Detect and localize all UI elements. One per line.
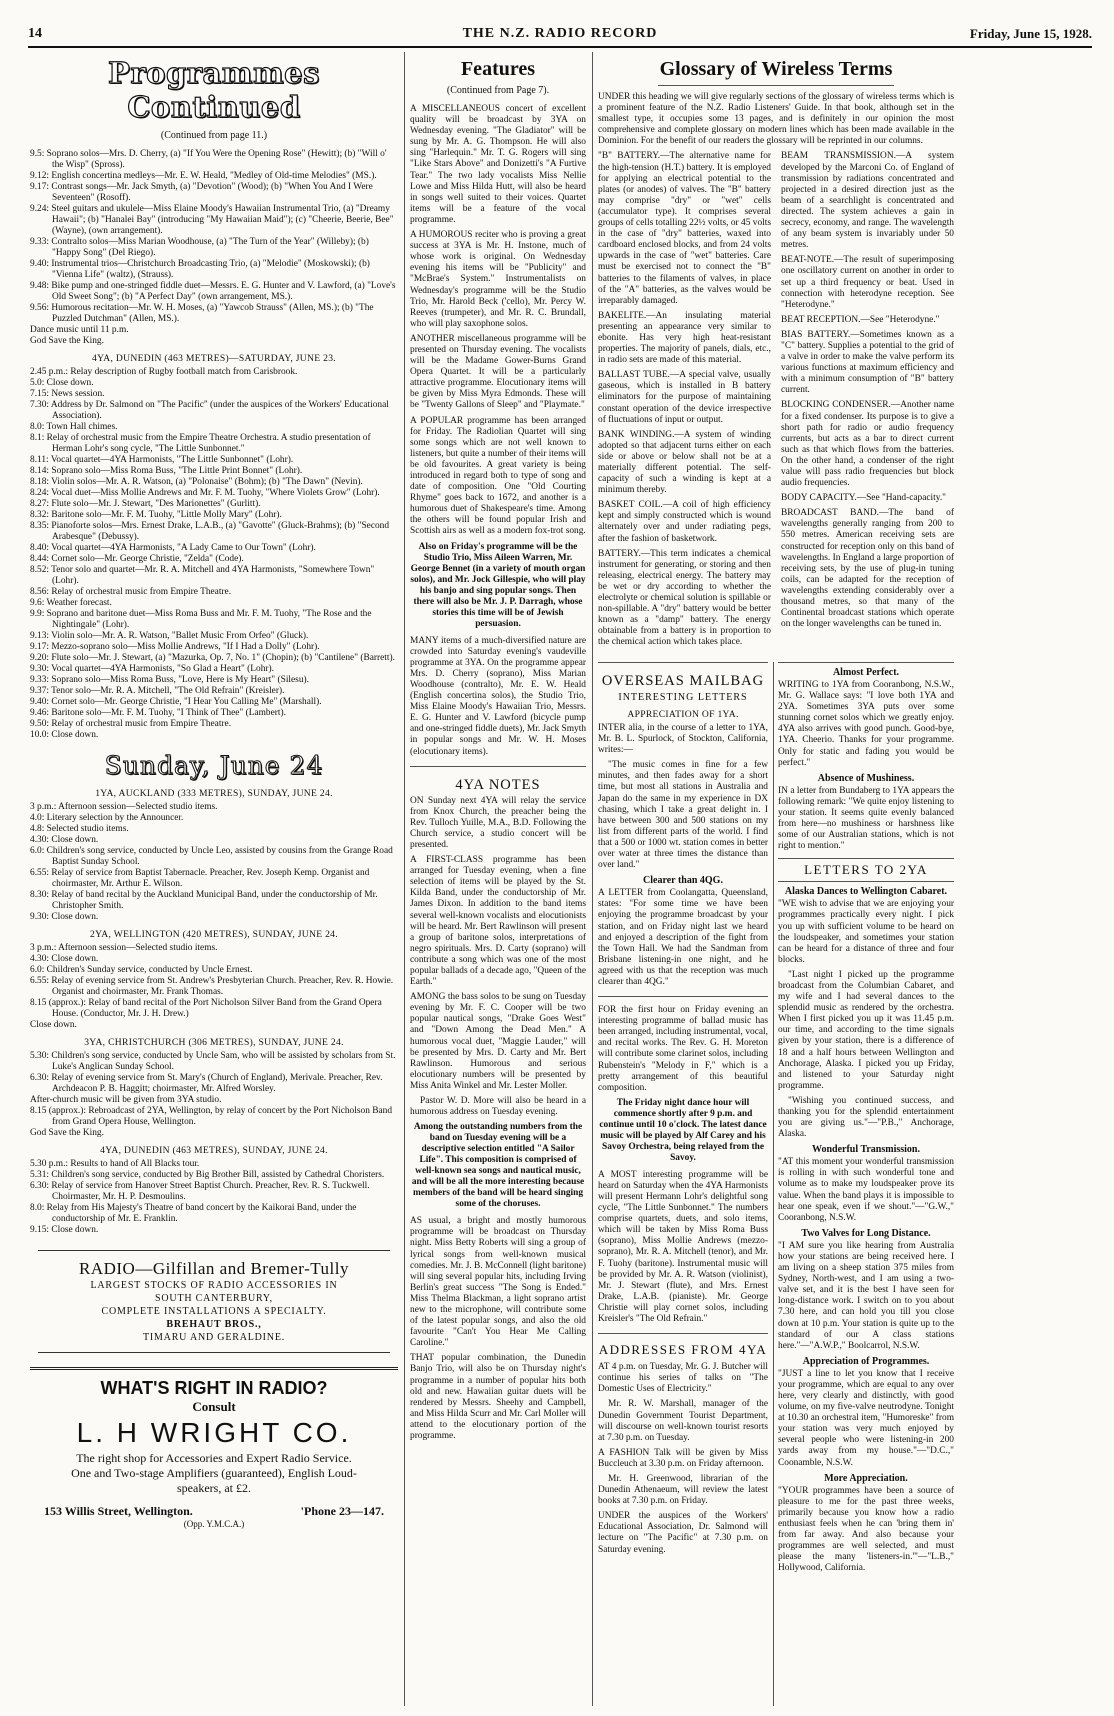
divider <box>658 85 894 86</box>
addresses-heading: ADDRESSES FROM 4YA <box>598 1342 768 1358</box>
ad-headline: WHAT'S RIGHT IN RADIO? <box>100 1378 328 1398</box>
overseas-mailbag-heading: OVERSEAS MAILBAG <box>601 673 765 689</box>
list-item: 9.33: Soprano solo—Miss Roma Buss, "Love, Here is My Heart" (Silesu). <box>30 675 309 685</box>
list-item: 9.48: Bike pump and one-stringed fiddle duet—Messrs. E. G. Hunter and V. Lawford, (a) "Love's Old Sweet Song"; (b) "A Perfect Day" (own arrangement, MS.). <box>30 281 396 302</box>
continued-note: (Continued from Page 7). <box>446 85 550 96</box>
note-paragraph: THAT popular combination, the Dunedin Banjo Trio, will also be on Thursday night's programme in a number of popular hits both old and new. Hawaiian guitar duets will be rendered by Messrs. Sheehy and Campbell, and Miss Hilda Scurr and Mr. Carl Moller will attend to the elocutionary portion of the programme. <box>410 1353 586 1441</box>
interesting-letters-subheading: INTERESTING LETTERS <box>618 692 748 703</box>
list-item: 9.50: Relay of orchestral music from Empire Theatre. <box>30 719 232 729</box>
letter-title: Absence of Mushiness. <box>817 772 915 784</box>
list-item: 8.0: Town Hall chimes. <box>30 422 118 432</box>
note-paragraph: AMONG the bass solos to be sung on Tuesday evening by Mr. F. C. Cooper will be two popular nautical songs, "Drake Goes West" and "Down Among the Dead Men." A humorous vocal duet, "Maggie Lauder," will be presented by Mrs. D. Carty and Mr. Bert Rawlinson. Humorous and serious elocutionary numbers will be presented by Miss Anita Winkel and Mr. Lester Moller. <box>410 992 586 1091</box>
list-item: 9.12: English concertina medleys—Mr. E. W. Heald, "Medley of Old-time Melodies" (MS.). <box>30 171 377 181</box>
features-title: Features <box>460 58 536 80</box>
list-item: 6.55: Relay of service from Baptist Tabernacle. Preacher, Rev. Joseph Kemp. Organist and choirmaster, Mr. Arthur E. Wilson. <box>30 868 370 889</box>
list-item: 6.55: Relay of evening service from St. Andrew's Presbyterian Church. Preacher, Rev. R. Howie. Organist and choirmaster, Mr. Frank Thomas. <box>30 976 394 997</box>
list-item: 9.56: Humorous recitation—Mr. W. H. Moses, (a) "Yawcob Strauss" (Allen, MS.); (b) "The Puzzled Dutchman" (Allen, MS.). <box>30 303 374 324</box>
list-item: 4.30: Close down. <box>30 954 99 964</box>
note-paragraph: Pastor W. D. More will also be heard in a humorous address on Tuesday evening. <box>410 1096 586 1118</box>
list-item: 9.13: Violin solo—Mr. A. R. Watson, "Ballet Music From Orfeo" (Gluck). <box>30 631 309 641</box>
letter-paragraph: IN a letter from Bundaberg to 1YA appears the following remark: "We quite enjoy listening to your station. It seems quite evenly balanced from here—no mushiness or harshness like some of our Australian stations, which is not right to mention." <box>778 785 954 852</box>
letters-to-2ya-heading: LETTERS TO 2YA <box>778 858 954 882</box>
list-item: 9.15: Close down. <box>30 1225 99 1235</box>
list-item: 2.45 p.m.: Relay description of Rugby football match from Carisbrook. <box>30 367 298 377</box>
ad-line: speakers, at £2. <box>177 1481 251 1495</box>
glossary-intro: UNDER this heading we will give regularly sections of the glossary of wireless terms which is a prominent feature of the N.Z. Radio Listeners' Guide. In that book, although set in the smallest type, it occupies some 13 pages, and is definitely in our opinion the most comprehensive and complete glossary on modern lines which has been made available in the Dominion. For the benefit of our readers the glossary will be reprinted in our columns. <box>598 92 954 147</box>
ad-line: SOUTH CANTERBURY, <box>155 1293 273 1304</box>
glossary-entry: BAKELITE.—An insulating material presenting an appearance very similar to ebonite. Has very high heat-resistant properties. The majority of panels, dials, etc., in radio sets are made of this material. <box>598 310 771 366</box>
programme-list-4ya-sunday <box>30 1159 398 1236</box>
list-item: 9.9: Soprano and baritone duet—Miss Roma Buss and Mr. F. M. Tuohy, "The Rose and the Nightingale" (Lohr). <box>30 609 372 630</box>
brehaut-advertisement <box>38 1250 390 1353</box>
glossary-entry: BEAM TRANSMISSION.—A system developed by the Marconi Co. of England of transmission by radiations concentrated and projected in a desired direction just as the beam of a searchlight is concentrated and directed. The system achieves a gain in secrecy, economy, and range. The wavelength of any beam system is invariably under 50 metres. <box>781 151 954 251</box>
list-item: After-church music will be given from 3YA studio. <box>30 1095 222 1105</box>
note-paragraph: A FIRST-CLASS programme has been arranged for Tuesday evening, when a fine selection of items will be played by the St. Kilda Band, under the conductorship of Mr. James Dixon. In addition to the band items several well-known vocalists and elocutionists will be heard. Mr. Bert Rawlinson will present a group of baritone solos, interpretations of negro spirituals. Mrs. D. Carty (soprano) will contribute a song which was one of the most popular ballads of a decade ago, "Queen of the Earth." <box>410 855 586 988</box>
station-heading: 2YA, WELLINGTON (420 METRES), SUNDAY, JUNE 24. <box>90 929 338 940</box>
address-paragraph: Mr. R. W. Marshall, manager of the Dunedin Government Tourist Department, will discourse on well-known tourist resorts at 7.30 p.m. on Tuesday. <box>598 1399 768 1443</box>
list-item: 6.0: Children's song service, conducted by Uncle Leo, assisted by cousins from the Grange Road Baptist Sunday School. <box>30 846 393 867</box>
list-item: God Save the King. <box>30 336 104 346</box>
sunday-heading: Sunday, June 24 <box>104 751 324 780</box>
glossary-entry: "B" BATTERY.—The alternative name for the high-tension (H.T.) battery. It is employed for applying an electrical potential to the plates (or anodes) of valves. The "B" battery may comprise "dry" or "wet" cells (accumulator type). It comprises several groups of cells totalling 22½ volts, or 45 volts in the case of "dry" batteries, waxed into cardboard enclosed blocks, and from 24 volts upwards in the case of "wet" batteries. Care must be exercised not to connect the "B" batteries to the filaments of valves, in place of the "A" batteries, as the valves would be irreparably damaged. <box>598 151 771 306</box>
divider <box>598 996 768 997</box>
list-item: 8.15 (approx.): Rebroadcast of 2YA, Wellington, by relay of concert by the Port Nicholson Band from Grand Opera House, Wellington. <box>30 1106 393 1127</box>
list-item: 9.46: Baritone solo—Mr. F. M. Tuohy, "I Think of Thee" (Lambert). <box>30 708 286 718</box>
ad-line: BREHAUT BROS., <box>166 1319 262 1330</box>
letter-title: Two Valves for Long Distance. <box>801 1227 931 1239</box>
letter-title: Alaska Dances to Wellington Cabaret. <box>784 886 948 898</box>
features-column <box>410 52 586 1706</box>
list-item: 6.0: Children's Sunday service, conducted by Uncle Ernest. <box>30 965 253 975</box>
glossary-entry: BATTERY.—This term indicates a chemical instrument for generating, or storing and then releasing, electrical energy. The battery may be wet or dry according to whether the electrolyte or chemical solution is spillable or non-spillable. A "dry" battery would be better known as a "damp" battery. The energy obtainable from a battery is in proportion to the chemical action which takes place. <box>598 548 771 648</box>
programme-list-4ya-saturday <box>30 367 398 741</box>
glossary-column-left <box>598 151 771 652</box>
list-item: 8.1: Relay of orchestral music from the Empire Theatre Orchestra. A studio presentation of Herman Lohr's song cycle, "The Little Sunbonnet." <box>30 433 371 454</box>
list-item: 4.0: Literary selection by the Announcer. <box>30 813 184 823</box>
station-heading: 3YA, CHRISTCHURCH (306 METRES), SUNDAY, JUNE 24. <box>84 1037 344 1048</box>
letter-title: Almost Perfect. <box>832 667 900 678</box>
programme-list-2ya-sunday <box>30 943 398 1031</box>
list-item: 9.24: Steel guitars and ukulele—Miss Elaine Moody's Hawaiian Instrumental Trio, (a) "Dreamy Hawaii"; (b) "Hanalei Bay" (introducing "My Hawaiian Maid"); (c) "Cheerie, Beerie, Bee" (Wayne), (own arrangement). <box>30 204 394 236</box>
feature-paragraph: ANOTHER miscellaneous programme will be presented on Thursday evening. The vocalists will be the Madame Gower-Burns Grand Opera Quartet. It will be a particularly attractive programme. Elocutionary items will be given by Miss Myra Edmonds. These will be "Twenty Gallons of Sleep" and "Playmate." <box>410 333 586 411</box>
letter-title: More Appreciation. <box>824 1472 908 1484</box>
address-paragraph: UNDER the auspices of the Workers' Educational Association, Dr. Salmond will lecture on "The Pacific" at 7.30 p.m. on Saturday evening. <box>598 1511 768 1555</box>
page-header <box>28 24 1092 48</box>
letter-paragraph: INTER alia, in the course of a letter to 1YA, Mr. B. L. Spurlock, of Stockton, California, writes:— <box>598 723 768 756</box>
glossary-entry: BALLAST TUBE.—A special valve, usually gaseous, which is installed in B battery eliminators for the purpose of maintaining constant operation of the device irrespective of fluctuations of input or output. <box>598 370 771 425</box>
issue-date: Friday, June 15, 1928. <box>969 26 1092 41</box>
list-item: 8.0: Relay from His Majesty's Theatre of band concert by the Kaikorai Band, under the conductorship of Mr. E. Franklin. <box>30 1203 357 1224</box>
list-item: 7.30: Address by Dr. Salmond on "The Pacific" (under the auspices of the Workers' Educational Association). <box>30 400 389 421</box>
list-item: 9.20: Flute solo—Mr. J. Stewart, (a) "Mazurka, Op. 7, No. 1" (Chopin); (b) "Cantilene" (Barrett). <box>30 653 395 663</box>
list-item: 6.30: Relay of service from Hanover Street Baptist Church. Preacher, Rev. R. S. Tuckwell. Choirmaster, Mr. H. P. Desmoulins. <box>30 1181 370 1202</box>
list-item: Close down. <box>30 1020 77 1030</box>
appreciation-heading: APPRECIATION OF 1YA. <box>627 709 739 720</box>
list-item: 8.15 (approx.): Relay of band recital of the Port Nicholson Silver Band from the Grand Opera House. (Conductor, Mr. J. H. Drew.) <box>30 998 382 1019</box>
station-heading: 1YA, AUCKLAND (333 METRES), SUNDAY, JUNE 24. <box>95 788 333 799</box>
mailbag-column <box>598 662 768 1706</box>
programme-list-3ya-saturday <box>30 149 398 347</box>
note-paragraph: AS usual, a bright and mostly humorous programme will be broadcast on Thursday night. Miss Betty Roberts will sing a group of lyrical songs from well-known musical comedies. Mr. J. B. McConnell (light baritone) will sing several popular hits, including Irving Berlin's great success "The Song is Ended." Miss Thelma Blackman, a light soprano artist new to the microphone, will contribute some of the latest popular songs, and also the old favourite "Can't You Hear Me Calling Caroline." <box>410 1216 586 1349</box>
glossary-column-right <box>781 151 954 652</box>
ad-line: LARGEST STOCKS OF RADIO ACCESSORIES IN <box>90 1280 338 1291</box>
note-bold-paragraph: Among the outstanding numbers from the band on Tuesday evening will be a descriptive selection entitled "A Sailor Life". This composition is comprised of well-known sea songs and nautical music, and will be all the more interesting because members of the band will be heard singing some of the choruses. <box>411 1122 585 1210</box>
ad-phone: 'Phone 23—147. <box>300 1504 384 1518</box>
letter-paragraph: A LETTER from Coolangatta, Queensland, states: "For some time we have been enjoying the programme broadcast by your station, and on Friday night last we heard and enjoyed a description of the fight from the Town Hall. We had the Sandman from Brisbane listening-in one night, and he agreed with us that the reception was much clearer than 4QG." <box>598 888 768 987</box>
letter-paragraph: "YOUR programmes have been a source of pleasure to me for the past three weeks, primarily because you know how a radio enthusiast feels when he can 'bring them in' from far away. And also because your programmes are well selected, and must please the many 'listeners-in.'"—"L.B.," Hollywood, California. <box>778 1485 954 1574</box>
list-item: 9.5: Soprano solos—Mrs. D. Cherry, (a) "If You Were the Opening Rose" (Hewitt); (b) "Will o' the Wisp" (Spross). <box>30 149 387 170</box>
letter-title: Clearer than 4QG. <box>643 875 723 887</box>
list-item: 5.31: Children's song service, conducted by Big Brother Bill, assisted by Cathedral Choristers. <box>30 1170 385 1180</box>
ad-line: TIMARU AND GERALDINE. <box>142 1332 286 1343</box>
station-heading: 4YA, DUNEDIN (463 METRES), SUNDAY, JUNE 24. <box>100 1145 328 1156</box>
list-item: God Save the King. <box>30 1128 104 1138</box>
list-item: 9.17: Contrast songs—Mr. Jack Smyth, (a) "Devotion" (Wood); (b) "When You And I Were Seventeen" (Rosoff). <box>30 182 373 203</box>
letters-column <box>778 662 954 1706</box>
station-heading: 4YA, DUNEDIN (463 METRES)—SATURDAY, JUNE 23. <box>92 353 336 364</box>
list-item: 8.14: Soprano solo—Miss Roma Buss, "The Little Print Bonnet" (Lohr). <box>30 466 303 476</box>
ad-line: COMPLETE INSTALLATIONS A SPECIALTY. <box>101 1306 327 1317</box>
feature-paragraph: A HUMOROUS reciter who is proving a great success at 3YA is Mr. H. Instone, much of whose work is original. On Wednesday evening his items will be "Publicity" and "McBrae's System." Instrumentalists on Wednesday's programme will be the Studio Trio, Mr. Harold Beck ('cello), Mr. Percy W. Reeves (trumpeter), and Mr. R. C. Brundall, who will play saxophone solos. <box>410 230 586 329</box>
glossary-entry: BEAT-NOTE.—The result of superimposing one oscillatory current on another in order to set up a third frequency or beat. Used in connection with heterodyne reception. See "Heterodyne." <box>781 255 954 310</box>
list-item: 4.8: Selected studio items. <box>30 824 129 834</box>
list-item: 7.15: News session. <box>30 389 105 399</box>
column-rule <box>592 52 593 1706</box>
glossary-entry: BROADCAST BAND.—The band of wavelengths generally ranging from 200 to 550 metres. American receiving sets are constructed for reception only on this band of wavelengths. In England a large proportion of receiving sets, by the use of plug-in tuning coils, can be adapted for the reception of wavelengths extending considerably over a thousand metres, so that many of the Continental broadcast stations which operate on the longer wavelengths can be tuned in. <box>781 508 954 630</box>
address-paragraph: Mr. H. Greenwood, librarian of the Dunedin Athenaeum, will review the latest books at 7.30 p.m. on Friday. <box>598 1473 768 1507</box>
continued-note: (Continued from page 11.) <box>160 130 268 141</box>
wright-advertisement <box>30 1367 398 1537</box>
list-item: 8.30: Relay of band recital by the Auckland Municipal Band, under the conductorship of Mr. Christopher Smith. <box>30 890 378 911</box>
note-paragraph: ON Sunday next 4YA will relay the service from Knox Church, the preacher being the Rev. Tulloch Yuille, M.A., B.D. Following the Church service, a studio concert will be presented. <box>410 795 586 850</box>
note-paragraph: A MOST interesting programme will be heard on Saturday when the 4YA Harmonists will present Hermann Lohr's delightful song cycle, "The Little Sunbonnet." The numbers comprise quartets, duets, and solo items, which will be taken by Miss Roma Buss (soprano), Miss Mollie Andrews (mezzo-soprano), Mr. R. A. Mitchell (tenor), and Mr. F. Tuohy (baritone). Instrumental music will be provided by Mr. A. R. Watson (violinist), Mr. J. Stewart (flute), and Mrs. Ernest Drake, L.A.B. (pianiste). Mr. George Christie will play cornet solos, including Kreisler's "The Old Refrain." <box>598 1169 768 1325</box>
glossary-entry: BANK WINDING.—A system of winding adopted so that adjacent turns either on each side or above or below shall not be at a materially different potential. The self-capacity of such a winding is kept at a minimum thereby. <box>598 429 771 496</box>
list-item: 8.40: Vocal quartet—4YA Harmonists, "A Lady Came to Our Town" (Lohr). <box>30 543 316 553</box>
list-item: 9.33: Contralto solos—Miss Marian Woodhouse, (a) "The Turn of the Year" (Willeby); (b) "Happy Song" (Del Riego). <box>30 237 369 258</box>
list-item: 6.30: Relay of evening service from St. Mary's (Church of England), Merivale. Preacher, Rev. Archdeacon P. B. Haggitt; choirmaster, Mr. Alfred Worsley. <box>30 1073 383 1094</box>
list-item: 5.30: Children's song service, conducted by Uncle Sam, who will be assisted by scholars from St. Luke's Anglican Sunday School. <box>30 1051 396 1072</box>
feature-paragraph: A MISCELLANEOUS concert of excellent quality will be broadcast by 3YA on Wednesday evening. "The Gladiator" will be sung by Mr. A. G. Thompson. He will also sing "Harlequin." Mr. T. G. Rogers will sing "Like Stars Above" and Donizetti's "A Furtive Tear." The two lady vocalists Miss Nellie Lowe and Miss Hilda Hutt, will also be heard in songs well suited to their voices. Quartet items will be a feature of the vocal programme. <box>410 104 586 225</box>
programmes-column <box>30 52 398 1706</box>
page-number: 14 <box>28 26 42 41</box>
letter-paragraph: "Last night I picked up the programme broadcast from the Columbian Cabaret, and my wife and I had several dances to the splendid music as rendered by the orchestra. When I first picked you up it was 11.45 p.m. our time, and according to the time signals given by your station, there is a difference of 18 and a half hours between Wellington and Anchorage, Alaska. I picked you up Friday, and listened to your Saturday night programme. <box>778 969 954 1091</box>
programmes-title: Programmes Continued <box>108 56 320 124</box>
list-item: 9.17: Mezzo-soprano solo—Miss Mollie Andrews, "If I Had a Dolly" (Lohr). <box>30 642 320 652</box>
list-item: 9.40: Cornet solo—Mr. George Christie, "I Hear You Calling Me" (Marshall). <box>30 697 322 707</box>
letter-paragraph: "The music comes in fine for a few minutes, and then fades away for a short time, but most all stations in Australia and Japan do the same in my experience in DX chasing, which I take a great delight in. I have between 300 and 500 stations on my list from different parts of the world. I find that a 500 or 1000 wt. station comes in better over water at three times the distance than over land." <box>598 760 768 871</box>
feature-paragraph: A POPULAR programme has been arranged for Friday. The Radiolian Quartet will sing some songs which are not well known to listeners, but quite a number of their items will be old favourites. A great variety is being introduced in regard both to type of song and date of composition. One "Old Courting Rhyme" goes back to 1672, and another is a humorous duet of Shakespeare's time. Among the others will be found popular Irish and Scottish airs as well as a modern fox-trot song. <box>410 415 586 537</box>
programme-list-3ya-sunday <box>30 1051 398 1139</box>
glossary-entry: BODY CAPACITY.—See "Hand-capacity." <box>781 493 947 504</box>
address-paragraph: AT 4 p.m. on Tuesday, Mr. G. J. Butcher will continue his series of talks on "The Domestic Uses of Electricity." <box>598 1362 768 1395</box>
glossary-entry: BLOCKING CONDENSER.—Another name for a fixed condenser. Its purpose is to give a short path for radio or audio frequency currents, but acts as a bar to direct current such as that which flows from the batteries. On the other hand, a condenser of the right value will pass radio frequencies but block audio frequencies. <box>781 400 954 489</box>
glossary-title: Glossary of Wireless Terms <box>659 58 893 80</box>
letter-paragraph: "Wishing you continued success, and thanking you for the splendid entertainment you are giving us."—"P.B.," Anchorage, Alaska. <box>778 1095 954 1140</box>
divider <box>410 766 586 767</box>
list-item: 8.24: Vocal duet—Miss Mollie Andrews and Mr. F. M. Tuohy, "Where Violets Grow" (Lohr). <box>30 488 380 498</box>
list-item: 9.37: Tenor solo—Mr. R. A. Mitchell, "The Old Refrain" (Kreisler). <box>30 686 285 696</box>
newspaper-title: THE N.Z. RADIO RECORD <box>462 26 658 41</box>
glossary-entry: BIAS BATTERY.—Sometimes known as a "C" battery. Supplies a potential to the grid of a valve in order to make the valve perform its various functions at maximum efficiency and with a minimum consumption of "B" battery current. <box>781 329 954 396</box>
address-paragraph: A FASHION Talk will be given by Miss Buccleuch at 3.30 p.m. on Friday afternoon. <box>598 1447 768 1469</box>
list-item: 8.11: Vocal quartet—4YA Harmonists, "The Little Sunbonnet" (Lohr). <box>30 455 294 465</box>
ad-line: Consult <box>192 1399 236 1414</box>
ad-headline: RADIO—Gilfillan and Bremer-Tully <box>78 1259 349 1278</box>
ad-line: (Opp. Y.M.C.A.) <box>183 1519 245 1529</box>
glossary-section <box>598 52 954 662</box>
letter-paragraph: "AT this moment your wonderful transmission is rolling in with such wonderful tone and volume as to make my loudspeaker prove its value. When the band plays it is impossible to hear one speak, even if we shout."—"G.W.," Cooranbong, N.S.W. <box>778 1157 954 1223</box>
list-item: 8.35: Pianoforte solos—Mrs. Ernest Drake, L.A.B., (a) "Gavotte" (Gluck-Brahms); (b) "Second Arabesque" (Debussy). <box>30 521 390 542</box>
note-paragraph: FOR the first hour on Friday evening an interesting programme of ballad music has been arranged, including instrumental, vocal, and recital works. The Rev. G. H. Moreton will contribute some clarinet solos, including Rubenstein's "Melody in F," which is a pretty arrangement of this beautiful composition. <box>598 1005 768 1093</box>
feature-bold-paragraph: Also on Friday's programme will be the Studio Trio, Miss Aileen Warren, Mr. George Bennet (in a variety of mouth organ solos), and Mr. Jock Gillespie, who will play his banjo and sing popular songs. Then there will also be Mr. J. P. Darragh, whose stories this time will be of Jewish persuasion. <box>410 541 586 629</box>
programme-list-1ya-sunday <box>30 802 398 923</box>
list-item: 4.30: Close down. <box>30 835 99 845</box>
note-bold-paragraph: The Friday night dance hour will commence shortly after 9 p.m. and continue until 10 o'clock. The latest dance music will be played by Alf Carey and his Savoy Orchestra, being relayed from the Savoy. <box>599 1097 767 1163</box>
list-item: 8.27: Flute solo—Mr. J. Stewart, "Des Marionettes" (Gurlitt). <box>30 499 261 509</box>
letter-title: Wonderful Transmission. <box>812 1144 920 1156</box>
list-item: 5.0: Close down. <box>30 378 94 388</box>
list-item: 8.52: Tenor solo and quartet—Mr. R. A. Mitchell and 4YA Harmonists, "Somewhere Town" (Lohr). <box>30 565 375 586</box>
list-item: 8.44: Cornet solo—Mr. George Christie, "Zelda" (Code). <box>30 554 244 564</box>
list-item: 8.18: Violin solos—Mr. A. R. Watson, (a) "Polonaise" (Bohm); (b) "The Dawn" (Nevin). <box>30 477 363 487</box>
list-item: 10.0: Close down. <box>30 730 99 740</box>
glossary-entry: BEAT RECEPTION.—See "Heterodyne." <box>781 314 940 325</box>
letter-paragraph: "I AM sure you like hearing from Australia how your stations are being received here. I am living on a sheep station 375 miles from Sydney, North-west, and I am using a two-valve set, and it is the best I have seen for long-distance work. I switch on to you about 7.30 here, and can hold you till you close down at 10 p.m. Your station is quite up to the standard of our A class stations here."—"A.W.P.," Boolcarrol, N.S.W. <box>778 1240 954 1351</box>
divider <box>598 1333 768 1334</box>
company-name: L. H WRIGHT CO. <box>76 1417 352 1448</box>
list-item: 5.30 p.m.: Results to hand of All Blacks tour. <box>30 1159 200 1169</box>
letter-paragraph: "WE wish to advise that we are enjoying your programmes practically every night. I pick you up with sufficient volume to be heard on the loudspeaker, and sometimes your station can be heard for a distance of three and four blocks. <box>778 899 954 965</box>
letter-paragraph: WRITING to 1YA from Cooranbong, N.S.W., Mr. G. Wallace says: "I love both 1YA and 2YA. Sometimes 3YA puts over some stunning cornet solos which we greatly enjoy. 4YA also arrives with good punch. Good-bye, 1YA. Cheerio. Thanks for your programme. Only for static and fading you would be perfect." <box>778 680 954 768</box>
list-item: 9.30: Close down. <box>30 912 99 922</box>
list-item: 9.6: Weather forecast. <box>30 598 112 608</box>
column-rule <box>773 662 774 1706</box>
letter-paragraph: "JUST a line to let you know that I receive your programme, which are equal to any over here, very clearly and distinctly, with good volume, on my five-valve neutrodyne. Tonight at 10.30 an orchestral item, "Humoreske" from your station was very much enjoyed by several people who were listening-in 200 yards away from my house."—"D.C.," Coonamble, N.S.W. <box>778 1368 954 1468</box>
letter-title: Appreciation of Programmes. <box>802 1355 930 1367</box>
list-item: 3 p.m.: Afternoon session—Selected studio items. <box>30 943 218 953</box>
ad-address: 153 Willis Street, Wellington. <box>44 1504 193 1518</box>
feature-paragraph: MANY items of a much-diversified nature are crowded into Saturday evening's vaudeville programme at 3YA. On the programme appear Mrs. D. Cherry (soprano), Miss Marian Woodhouse (contralto), Mr. E. W. Heald (English concertina solos), the Studio Trio, Miss Elaine Moody's Hawaiian Trio, Messrs. E. G. Hunter and V. Lawford (bicycle pump and one-stringed fiddle duets), Mr. Jack Smyth in popular songs and Mr. W. H. Moses (elocutionary items). <box>410 635 586 757</box>
column-rule <box>404 52 405 1706</box>
list-item: 9.30: Vocal quartet—4YA Harmonists, "So Glad a Heart" (Lohr). <box>30 664 274 674</box>
list-item: 3 p.m.: Afternoon session—Selected studio items. <box>30 802 218 812</box>
4ya-notes-heading: 4YA NOTES <box>455 776 541 793</box>
list-item: 9.40: Instrumental trios—Christchurch Broadcasting Trio, (a) "Melodie" (Moskowski); (b) "Vienna Life" (waltz), (Strauss). <box>30 259 370 280</box>
ad-line: One and Two-stage Amplifiers (guaranteed), English Loud- <box>71 1466 357 1480</box>
ad-line: The right shop for Accessories and Expert Radio Service. <box>76 1451 352 1465</box>
list-item: Dance music until 11 p.m. <box>30 325 129 335</box>
glossary-entry: BASKET COIL.—A coil of high efficiency kept and simply constructed which is wound alternately over and under radiating pegs, after the fashion of basketwork. <box>598 500 771 544</box>
list-item: 8.56: Relay of orchestral music from Empire Theatre. <box>30 587 232 597</box>
list-item: 8.32: Baritone solo—Mr. F. M. Tuohy, "Little Molly Mary" (Lohr). <box>30 510 282 520</box>
